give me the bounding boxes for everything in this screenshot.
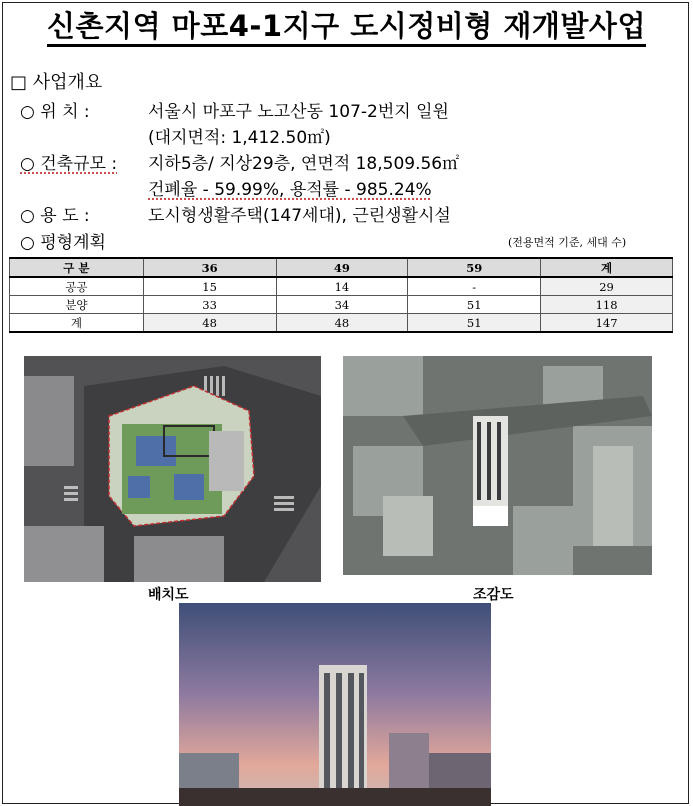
use-value: 도시형생활주택(147세대), 근린생활시설 — [148, 206, 451, 226]
table-cell: 공공 — [10, 277, 144, 296]
aerial-view-drawing — [343, 356, 652, 575]
header-cell: 36 — [143, 258, 276, 277]
unit-plan-table — [9, 257, 673, 333]
table-cell: 14 — [276, 277, 408, 296]
header-cell: 49 — [276, 258, 408, 277]
page-title: 신촌지역 마포4-1지구 도시정비형 재개발사업 — [0, 4, 693, 45]
table-cell: 51 — [408, 296, 541, 314]
perspective-render-image — [179, 603, 491, 806]
table-cell: - — [408, 277, 541, 296]
site-plan-drawing — [24, 356, 321, 582]
table-cell: 118 — [541, 296, 673, 314]
plan-label: ○ 평형계획 — [20, 233, 106, 253]
table-cell: 33 — [143, 296, 276, 314]
location-value: 서울시 마포구 노고산동 107-2번지 일원 — [148, 102, 449, 122]
table-row — [10, 296, 673, 314]
use-label: ○ 용 도 : — [20, 206, 90, 226]
table-cell: 15 — [143, 277, 276, 296]
aerial-view-image — [343, 356, 652, 575]
table-header-row — [10, 258, 673, 277]
table-cell: 48 — [276, 314, 408, 333]
site-plan-caption: 배치도 — [148, 587, 189, 603]
header-cell: 계 — [541, 258, 673, 277]
location-label: ○ 위 치 : — [20, 102, 90, 122]
table-cell: 51 — [408, 314, 541, 333]
table-row — [10, 314, 673, 333]
aerial-caption: 조감도 — [473, 587, 514, 603]
scale-value: 지하5층/ 지상29층, 연면적 18,509.56㎡ — [148, 154, 460, 174]
table-cell: 147 — [541, 314, 673, 333]
header-cell: 구 분 — [10, 258, 144, 277]
perspective-render-drawing — [179, 603, 491, 806]
scale-ratio: 건폐율 - 59.99%, 용적률 - 985.24% — [148, 180, 432, 200]
table-cell: 29 — [541, 277, 673, 296]
table-cell: 34 — [276, 296, 408, 314]
table-cell: 48 — [143, 314, 276, 333]
plan-note: (전용면적 기준, 세대 수) — [508, 236, 627, 249]
section-heading: □ 사업개요 — [10, 72, 103, 93]
scale-label-wrap — [20, 149, 117, 174]
scale-ratio-wrap — [148, 175, 432, 200]
table-row — [10, 277, 673, 296]
table-cell: 분양 — [10, 296, 144, 314]
scale-label: ○ 건축규모 : — [20, 154, 118, 174]
location-area: (대지면적: 1,412.50㎡) — [148, 128, 331, 148]
site-plan-image — [24, 356, 321, 582]
table-cell: 계 — [10, 314, 144, 333]
header-cell: 59 — [408, 258, 541, 277]
